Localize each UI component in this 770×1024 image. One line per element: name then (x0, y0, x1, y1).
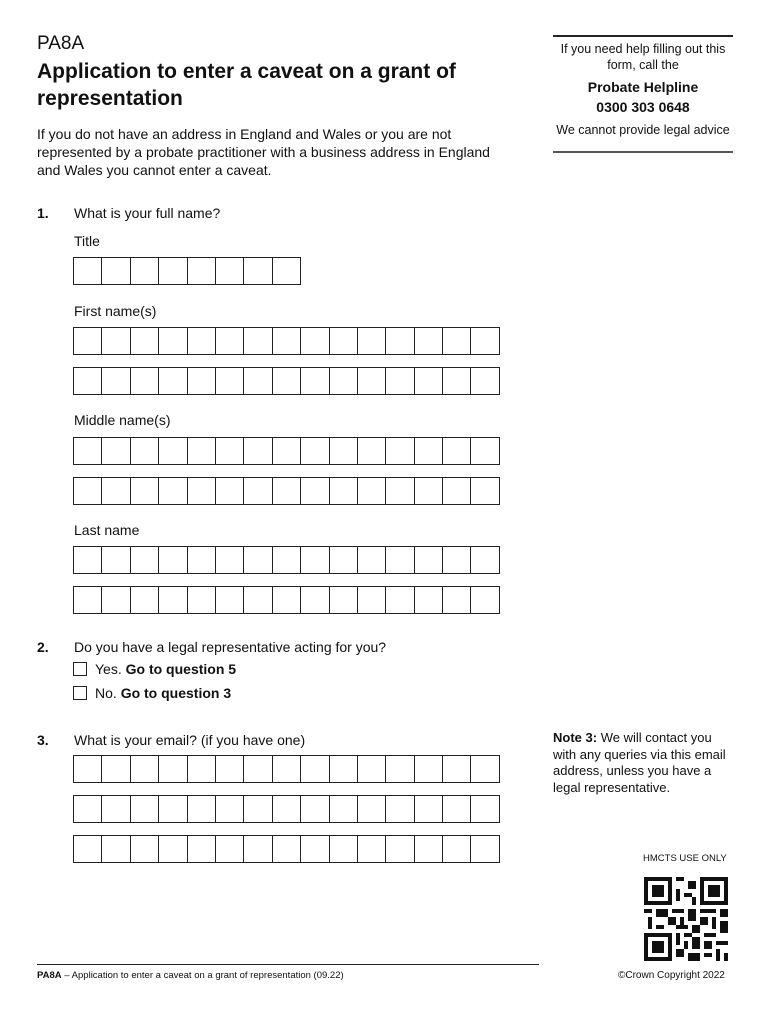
legal-advice-text: We cannot provide legal advice (556, 123, 730, 137)
character-box[interactable] (73, 835, 102, 863)
character-box[interactable] (329, 835, 358, 863)
last-name-field-row2[interactable] (73, 586, 500, 614)
footer-text (37, 970, 344, 981)
character-box[interactable] (158, 835, 187, 863)
character-box[interactable] (158, 755, 187, 783)
character-box[interactable] (442, 835, 471, 863)
character-box[interactable] (130, 586, 159, 614)
character-box[interactable] (73, 546, 102, 574)
character-box[interactable] (385, 755, 414, 783)
first-name-field-row2[interactable] (73, 367, 500, 395)
character-box[interactable] (130, 835, 159, 863)
character-box[interactable] (357, 795, 386, 823)
character-box[interactable] (414, 835, 443, 863)
character-box[interactable] (442, 327, 471, 355)
character-box[interactable] (357, 546, 386, 574)
character-box[interactable] (243, 835, 272, 863)
character-box[interactable] (414, 755, 443, 783)
question-3-text: What is your email? (if you have one) (74, 732, 306, 748)
character-box[interactable] (130, 327, 159, 355)
no-goto: Go to question 3 (120, 685, 232, 701)
character-box[interactable] (357, 327, 386, 355)
character-box[interactable] (73, 755, 102, 783)
character-box[interactable] (329, 477, 358, 505)
question-1-number: 1. (37, 205, 49, 221)
character-box[interactable] (130, 546, 159, 574)
character-box[interactable] (187, 835, 216, 863)
page-title: Application to enter a caveat on a grant of representation (37, 60, 456, 110)
character-box[interactable] (385, 835, 414, 863)
character-box[interactable] (215, 477, 244, 505)
no-checkbox[interactable] (73, 686, 87, 700)
first-name-label: First name(s) (74, 303, 157, 319)
character-box[interactable] (215, 755, 244, 783)
character-box[interactable] (329, 437, 358, 465)
character-box[interactable] (442, 477, 471, 505)
character-box[interactable] (357, 755, 386, 783)
character-box[interactable] (243, 546, 272, 574)
character-box[interactable] (442, 755, 471, 783)
character-box[interactable] (101, 437, 130, 465)
character-box[interactable] (442, 367, 471, 395)
character-box[interactable] (101, 835, 130, 863)
character-box[interactable] (385, 437, 414, 465)
character-box[interactable] (187, 586, 216, 614)
character-box[interactable] (385, 586, 414, 614)
character-box[interactable] (73, 327, 102, 355)
character-box[interactable] (329, 327, 358, 355)
character-box[interactable] (357, 477, 386, 505)
character-box[interactable] (130, 477, 159, 505)
character-box[interactable] (187, 477, 216, 505)
hmcts-use-only-label: HMCTS USE ONLY (643, 853, 727, 864)
question-2-number: 2. (37, 639, 49, 655)
character-box[interactable] (158, 257, 187, 285)
note-3 (553, 730, 738, 796)
character-box[interactable] (470, 586, 499, 614)
character-box[interactable] (243, 795, 272, 823)
character-box[interactable] (470, 327, 499, 355)
character-box[interactable] (272, 327, 301, 355)
character-box[interactable] (470, 437, 499, 465)
middle-name-label: Middle name(s) (74, 412, 171, 428)
character-box[interactable] (442, 546, 471, 574)
character-box[interactable] (101, 586, 130, 614)
character-box[interactable] (272, 437, 301, 465)
character-box[interactable] (215, 795, 244, 823)
character-box[interactable] (414, 586, 443, 614)
character-box[interactable] (215, 546, 244, 574)
character-box[interactable] (385, 546, 414, 574)
email-field-row2[interactable] (73, 795, 500, 823)
helpline-number: 0300 303 0648 (596, 99, 690, 115)
character-box[interactable] (442, 795, 471, 823)
character-box[interactable] (300, 755, 329, 783)
character-box[interactable] (272, 477, 301, 505)
character-box[interactable] (300, 367, 329, 395)
character-box[interactable] (158, 795, 187, 823)
character-box[interactable] (215, 257, 244, 285)
character-box[interactable] (442, 586, 471, 614)
character-box[interactable] (385, 477, 414, 505)
character-box[interactable] (414, 795, 443, 823)
character-box[interactable] (414, 437, 443, 465)
last-name-field-row1[interactable] (73, 546, 500, 574)
character-box[interactable] (130, 257, 159, 285)
title-label: Title (74, 233, 100, 249)
character-box[interactable] (329, 586, 358, 614)
character-box[interactable] (243, 257, 272, 285)
character-box[interactable] (187, 546, 216, 574)
yes-option[interactable] (73, 661, 236, 677)
character-box[interactable] (187, 327, 216, 355)
middle-name-field-row2[interactable] (73, 477, 500, 505)
title-field[interactable] (73, 257, 301, 285)
email-field-row3[interactable] (73, 835, 500, 863)
character-box[interactable] (73, 257, 102, 285)
character-box[interactable] (101, 327, 130, 355)
character-box[interactable] (272, 795, 301, 823)
copyright: ©Crown Copyright 2022 (618, 970, 725, 981)
footer-divider (37, 964, 539, 965)
character-box[interactable] (442, 437, 471, 465)
character-box[interactable] (243, 437, 272, 465)
character-box[interactable] (187, 257, 216, 285)
character-box[interactable] (101, 367, 130, 395)
character-box[interactable] (158, 437, 187, 465)
no-option[interactable] (73, 685, 231, 701)
footer-description: – Application to enter a caveat on a grant of representation (09.22) (61, 970, 344, 981)
question-3-number: 3. (37, 732, 49, 748)
helpline-box (553, 35, 733, 153)
character-box[interactable] (357, 835, 386, 863)
character-box[interactable] (215, 327, 244, 355)
character-box[interactable] (158, 586, 187, 614)
character-box[interactable] (101, 257, 130, 285)
character-box[interactable] (101, 546, 130, 574)
yes-goto: Go to question 5 (125, 661, 237, 677)
qr-code-icon (644, 877, 728, 961)
character-box[interactable] (300, 835, 329, 863)
character-box[interactable] (357, 586, 386, 614)
character-box[interactable] (243, 586, 272, 614)
character-box[interactable] (300, 437, 329, 465)
question-1-text: What is your full name? (74, 205, 221, 221)
intro-text: If you do not have an address in England and Wales or you are not represented by a probate practitioner with a business address in England and Wales you cannot enter a caveat. (37, 126, 490, 178)
character-box[interactable] (73, 437, 102, 465)
character-box[interactable] (272, 257, 301, 285)
character-box[interactable] (329, 367, 358, 395)
character-box[interactable] (470, 477, 499, 505)
character-box[interactable] (470, 546, 499, 574)
character-box[interactable] (243, 367, 272, 395)
character-box[interactable] (470, 835, 499, 863)
note-3-label: Note 3: (553, 730, 598, 745)
character-box[interactable] (470, 795, 499, 823)
first-name-field-row1[interactable] (73, 327, 500, 355)
form-code: PA8A (37, 33, 85, 54)
yes-checkbox[interactable] (73, 662, 87, 676)
character-box[interactable] (470, 755, 499, 783)
character-box[interactable] (385, 367, 414, 395)
character-box[interactable] (101, 755, 130, 783)
character-box[interactable] (101, 477, 130, 505)
help-text: If you need help filling out this form, call the (560, 42, 726, 72)
character-box[interactable] (329, 755, 358, 783)
character-box[interactable] (73, 367, 102, 395)
character-box[interactable] (130, 437, 159, 465)
no-label: No. (95, 685, 117, 701)
character-box[interactable] (414, 546, 443, 574)
character-box[interactable] (73, 586, 102, 614)
character-box[interactable] (300, 327, 329, 355)
character-box[interactable] (158, 546, 187, 574)
character-box[interactable] (300, 586, 329, 614)
footer-form-code: PA8A (37, 970, 62, 981)
character-box[interactable] (187, 437, 216, 465)
email-field-row1[interactable] (73, 755, 500, 783)
character-box[interactable] (73, 477, 102, 505)
character-box[interactable] (130, 367, 159, 395)
note-3-text: We will contact you with any queries via this email address, unless you have a legal representative. (553, 730, 726, 795)
character-box[interactable] (187, 755, 216, 783)
character-box[interactable] (73, 795, 102, 823)
character-box[interactable] (300, 546, 329, 574)
character-box[interactable] (215, 835, 244, 863)
character-box[interactable] (357, 437, 386, 465)
character-box[interactable] (414, 327, 443, 355)
helpline-name: Probate Helpline (587, 79, 699, 95)
character-box[interactable] (215, 437, 244, 465)
character-box[interactable] (272, 755, 301, 783)
character-box[interactable] (158, 367, 187, 395)
character-box[interactable] (101, 795, 130, 823)
character-box[interactable] (357, 367, 386, 395)
character-box[interactable] (329, 546, 358, 574)
last-name-label: Last name (74, 522, 140, 538)
character-box[interactable] (300, 795, 329, 823)
character-box[interactable] (187, 367, 216, 395)
character-box[interactable] (215, 586, 244, 614)
character-box[interactable] (470, 367, 499, 395)
character-box[interactable] (243, 755, 272, 783)
character-box[interactable] (300, 477, 329, 505)
character-box[interactable] (130, 755, 159, 783)
character-box[interactable] (215, 367, 244, 395)
character-box[interactable] (385, 795, 414, 823)
character-box[interactable] (272, 367, 301, 395)
middle-name-field-row1[interactable] (73, 437, 500, 465)
character-box[interactable] (385, 327, 414, 355)
character-box[interactable] (243, 327, 272, 355)
character-box[interactable] (329, 795, 358, 823)
character-box[interactable] (158, 327, 187, 355)
yes-label: Yes. (95, 661, 122, 677)
character-box[interactable] (187, 795, 216, 823)
character-box[interactable] (130, 795, 159, 823)
character-box[interactable] (158, 477, 187, 505)
character-box[interactable] (272, 546, 301, 574)
character-box[interactable] (272, 835, 301, 863)
character-box[interactable] (414, 367, 443, 395)
question-2-text: Do you have a legal representative acting for you? (74, 639, 387, 655)
character-box[interactable] (243, 477, 272, 505)
character-box[interactable] (272, 586, 301, 614)
character-box[interactable] (414, 477, 443, 505)
